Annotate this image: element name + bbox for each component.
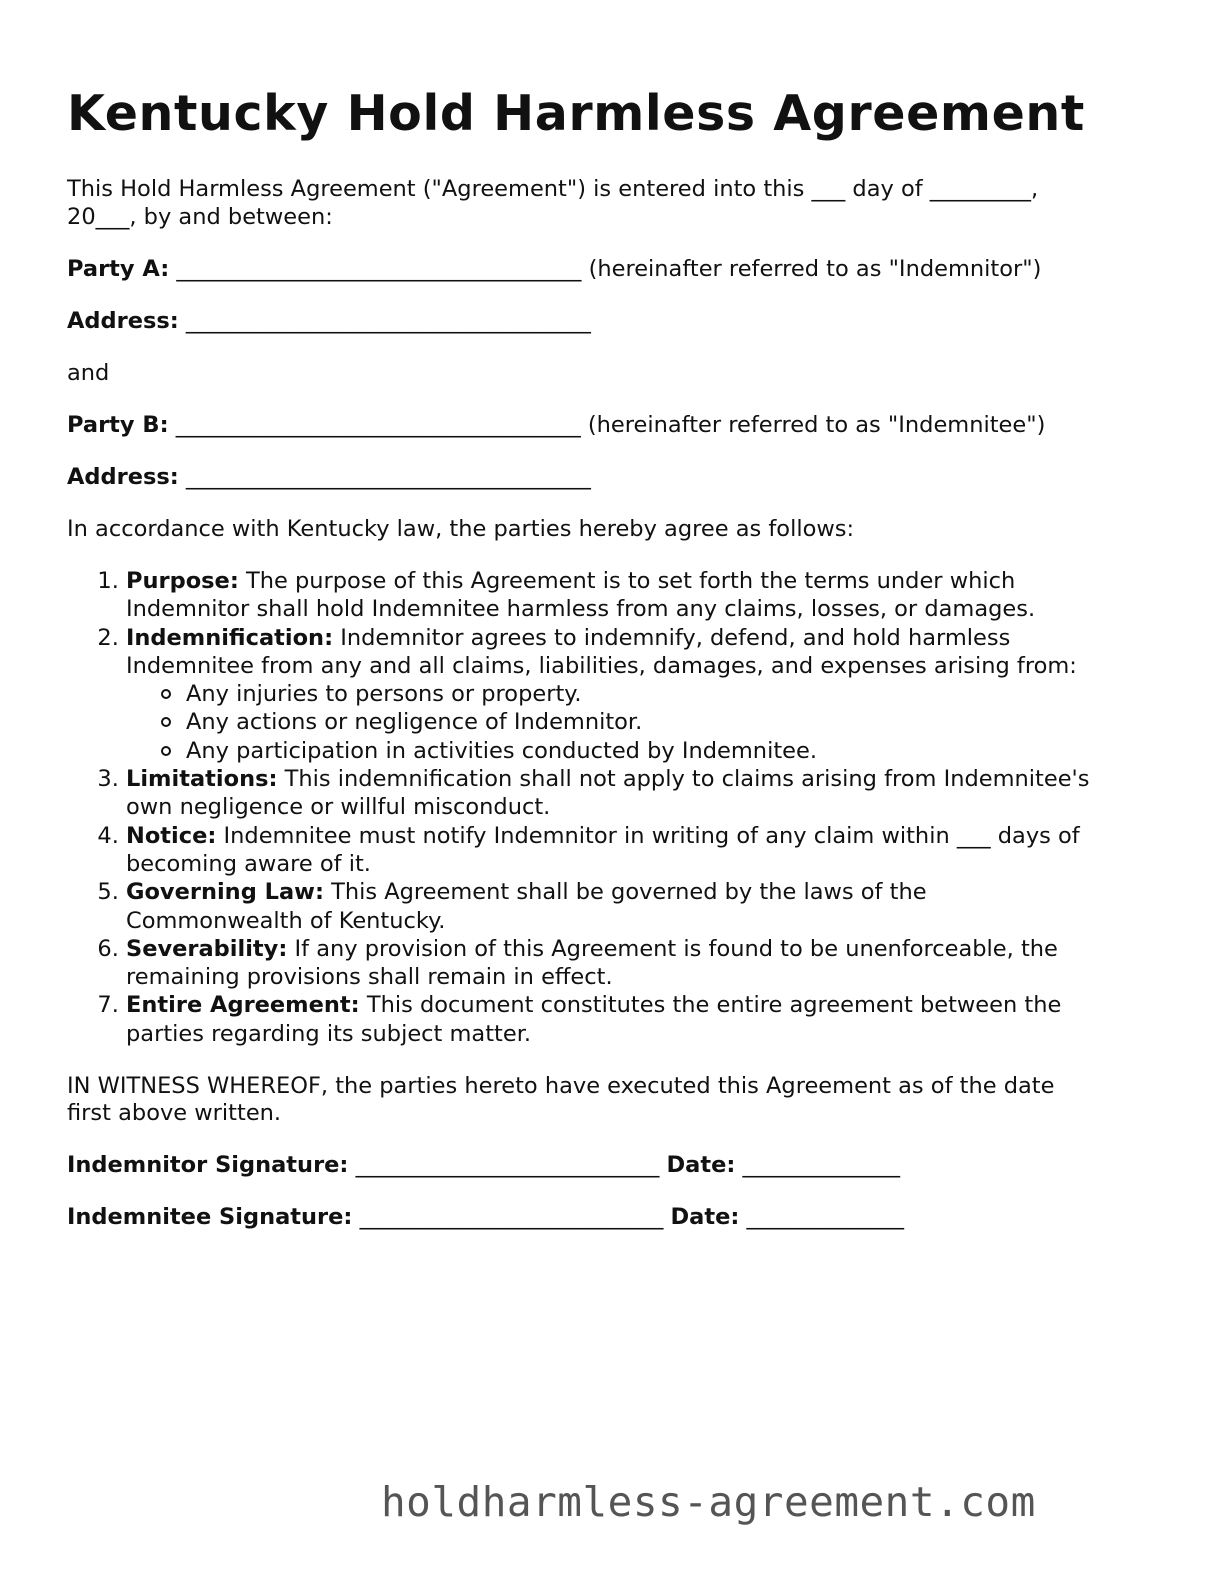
clause-severability <box>126 935 1226 992</box>
party-b-line <box>67 411 1045 440</box>
page-title: Kentucky Hold Harmless Agreement <box>67 85 1085 142</box>
party-b-label: Party B: <box>67 412 169 438</box>
intro-line-2: 20___, by and between: <box>67 204 333 230</box>
clause-text-cont: remaining provisions shall remain in effect. <box>126 964 613 991</box>
clause-governing-law <box>126 878 1226 935</box>
clause-text: Indemnitor agrees to indemnify, defend, and hold harmless <box>340 624 1011 651</box>
indemnitee-signature-label: Indemnitee Signature: <box>67 1204 353 1230</box>
indemnitor-signature-label: Indemnitor Signature: <box>67 1152 349 1178</box>
clause-title: Entire Agreement: <box>126 992 360 1019</box>
clause-entire-agreement <box>126 991 1226 1048</box>
address-b-label: Address: <box>67 464 179 490</box>
indemnitee-date-blank[interactable]: ______________ <box>746 1204 904 1230</box>
clause-text-cont: Indemnitor shall hold Indemnitee harmless from any claims, losses, or damages. <box>126 596 1036 623</box>
clause-purpose <box>126 567 1226 624</box>
clause-text: This document constitutes the entire agreement between the <box>366 992 1062 1019</box>
clause-title: Severability: <box>126 935 288 962</box>
address-b-line <box>67 463 591 492</box>
address-a-label: Address: <box>67 308 179 334</box>
party-b-suffix: (hereinafter referred to as "Indemnitee") <box>587 412 1046 438</box>
clause-title: Purpose: <box>126 568 239 594</box>
clause-text: The purpose of this Agreement is to set forth the terms under which <box>245 568 1016 594</box>
party-a-line <box>67 255 1041 284</box>
clause-limitations <box>126 765 1226 822</box>
address-b-blank[interactable]: ____________________________________ <box>185 464 591 490</box>
address-a-blank[interactable]: ____________________________________ <box>185 308 591 334</box>
sub-item: Any injuries to persons or property. <box>186 680 1226 708</box>
indemnitee-date-label: Date: <box>670 1204 740 1230</box>
indemnitor-date-blank[interactable]: ______________ <box>742 1152 901 1178</box>
clause-list <box>67 567 1226 1048</box>
indemnitor-date-label: Date: <box>666 1152 736 1178</box>
clause-title: Limitations: <box>126 766 278 793</box>
clause-text-cont: Commonwealth of Kentucky. <box>126 907 446 934</box>
clause-text: This Agreement shall be governed by the laws of the <box>331 879 927 906</box>
party-b-blank[interactable]: ____________________________________ <box>175 412 581 438</box>
address-a-line <box>67 307 591 336</box>
party-a-suffix: (hereinafter referred to as "Indemnitor") <box>588 256 1042 282</box>
clause-text-cont: parties regarding its subject matter. <box>126 1020 532 1047</box>
clause-text: If any provision of this Agreement is found to be unenforceable, the <box>294 935 1058 962</box>
intro-line-1: This Hold Harmless Agreement ("Agreement") is entered into this ___ day of _________, <box>67 176 1039 202</box>
website-watermark: holdharmless-agreement.com <box>381 1478 1036 1526</box>
clause-title: Governing Law: <box>126 879 324 906</box>
clause-notice <box>126 822 1226 879</box>
clause-indemnification <box>126 624 1226 765</box>
clause-text-cont: Indemnitee from any and all claims, liabilities, damages, and expenses arising from: <box>126 652 1077 679</box>
sub-item: Any actions or negligence of Indemnitor. <box>186 708 1226 736</box>
indemnitor-signature-line <box>67 1151 900 1180</box>
sub-item: Any participation in activities conducted by Indemnitee. <box>186 737 1226 765</box>
indemnitee-signature-blank[interactable]: ___________________________ <box>359 1204 664 1230</box>
and-text: and <box>67 360 110 386</box>
indemnitee-signature-line <box>67 1203 904 1232</box>
indemnification-sublist <box>126 680 1226 765</box>
party-a-blank[interactable]: ____________________________________ <box>176 256 582 282</box>
clause-text: This indemnification shall not apply to claims arising from Indemnitee's <box>284 766 1090 793</box>
accordance-text: In accordance with Kentucky law, the parties hereby agree as follows: <box>67 516 855 542</box>
party-a-label: Party A: <box>67 256 170 282</box>
witness-line-1: IN WITNESS WHEREOF, the parties hereto have executed this Agreement as of the date <box>67 1073 1055 1099</box>
indemnitor-signature-blank[interactable]: ___________________________ <box>355 1152 660 1178</box>
witness-line-2: first above written. <box>67 1100 282 1126</box>
clause-title: Notice: <box>126 822 217 849</box>
clause-text-cont: becoming aware of it. <box>126 850 371 877</box>
clause-title: Indemnification: <box>126 624 334 651</box>
clause-text: Indemnitee must notify Indemnitor in writing of any claim within ___ days of <box>223 822 1080 849</box>
clause-text-cont: own negligence or willful misconduct. <box>126 794 551 821</box>
